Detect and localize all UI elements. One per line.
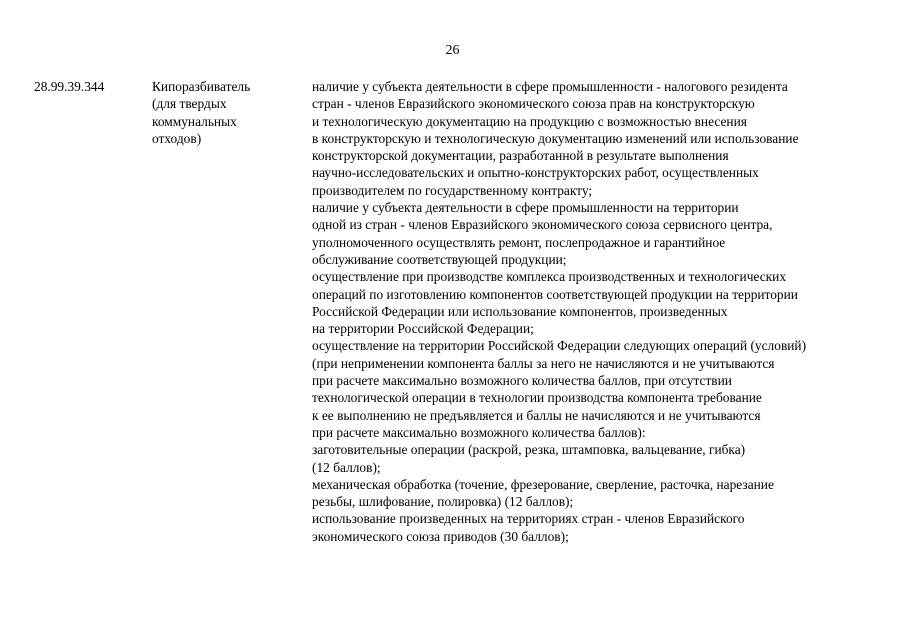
product-name — [152, 78, 250, 147]
product-name-line: Кипоразбиватель — [152, 79, 251, 94]
requirement-line: и технологическую документацию на продукцию с возможностью внесения — [312, 113, 747, 129]
requirement-line: на территории Российской Федерации; — [312, 321, 534, 337]
requirement-line: научно-исследовательских и опытно-конструкторских работ, осуществленных — [312, 165, 759, 181]
requirements-text — [312, 78, 806, 545]
requirement-line: заготовительные операции (раскрой, резка, штамповка, вальцевание, гибка) — [312, 442, 746, 458]
requirement-line: резьбы, шлифование, полировка) (12 баллов); — [312, 494, 574, 510]
requirement-line: Российской Федерации или использование компонентов, произведенных — [312, 303, 728, 319]
requirement-line: производителем по государственному контракту; — [312, 182, 593, 198]
requirement-line: при расчете максимально возможного количества баллов, при отсутствии — [312, 373, 732, 389]
requirement-line: операций по изготовлению компонентов соответствующей продукции на территории — [312, 286, 798, 302]
requirement-line: осуществление на территории Российской Федерации следующих операций (условий) — [312, 338, 807, 354]
product-name-line: (для твердых — [152, 96, 227, 112]
requirement-line: к ее выполнению не предъявляется и баллы не начисляются и не учитываются — [312, 407, 761, 423]
requirement-line: технологической операции в технологии производства компонента требование — [312, 390, 762, 406]
product-code: 28.99.39.344 — [34, 79, 105, 94]
requirement-line: конструкторской документации, разработанной в результате выполнения — [312, 148, 729, 164]
product-name-line: отходов) — [152, 130, 202, 146]
requirement-line: наличие у субъекта деятельности в сфере промышленности - налогового резидента — [312, 79, 788, 94]
page-number: 26 — [445, 43, 460, 58]
requirement-line: использование произведенных на территориях стран - членов Евразийского — [312, 511, 745, 527]
requirement-line: экономического союза приводов (30 баллов); — [312, 528, 569, 544]
requirement-line: наличие у субъекта деятельности в сфере промышленности на территории — [312, 200, 739, 216]
requirement-line: обслуживание соответствующей продукции; — [312, 251, 567, 267]
requirement-line: (12 баллов); — [312, 459, 381, 475]
requirement-line: механическая обработка (точение, фрезерование, сверление, расточка, нарезание — [312, 476, 774, 492]
requirement-line: уполномоченного осуществлять ремонт, послепродажное и гарантийное — [312, 234, 726, 250]
requirement-line: в конструкторскую и технологическую документацию изменений или использование — [312, 130, 799, 146]
requirement-line: осуществление при производстве комплекса производственных и технологических — [312, 269, 787, 285]
requirement-line: при расчете максимально возможного количества баллов): — [312, 424, 646, 440]
requirement-line: одной из стран - членов Евразийского экономического союза сервисного центра, — [312, 217, 773, 233]
requirement-line: стран - членов Евразийского экономического союза прав на конструкторскую — [312, 96, 755, 112]
product-name-line: коммунальных — [152, 113, 237, 129]
requirement-line: (при неприменении компонента баллы за него не начисляются и не учитываются — [312, 355, 775, 371]
